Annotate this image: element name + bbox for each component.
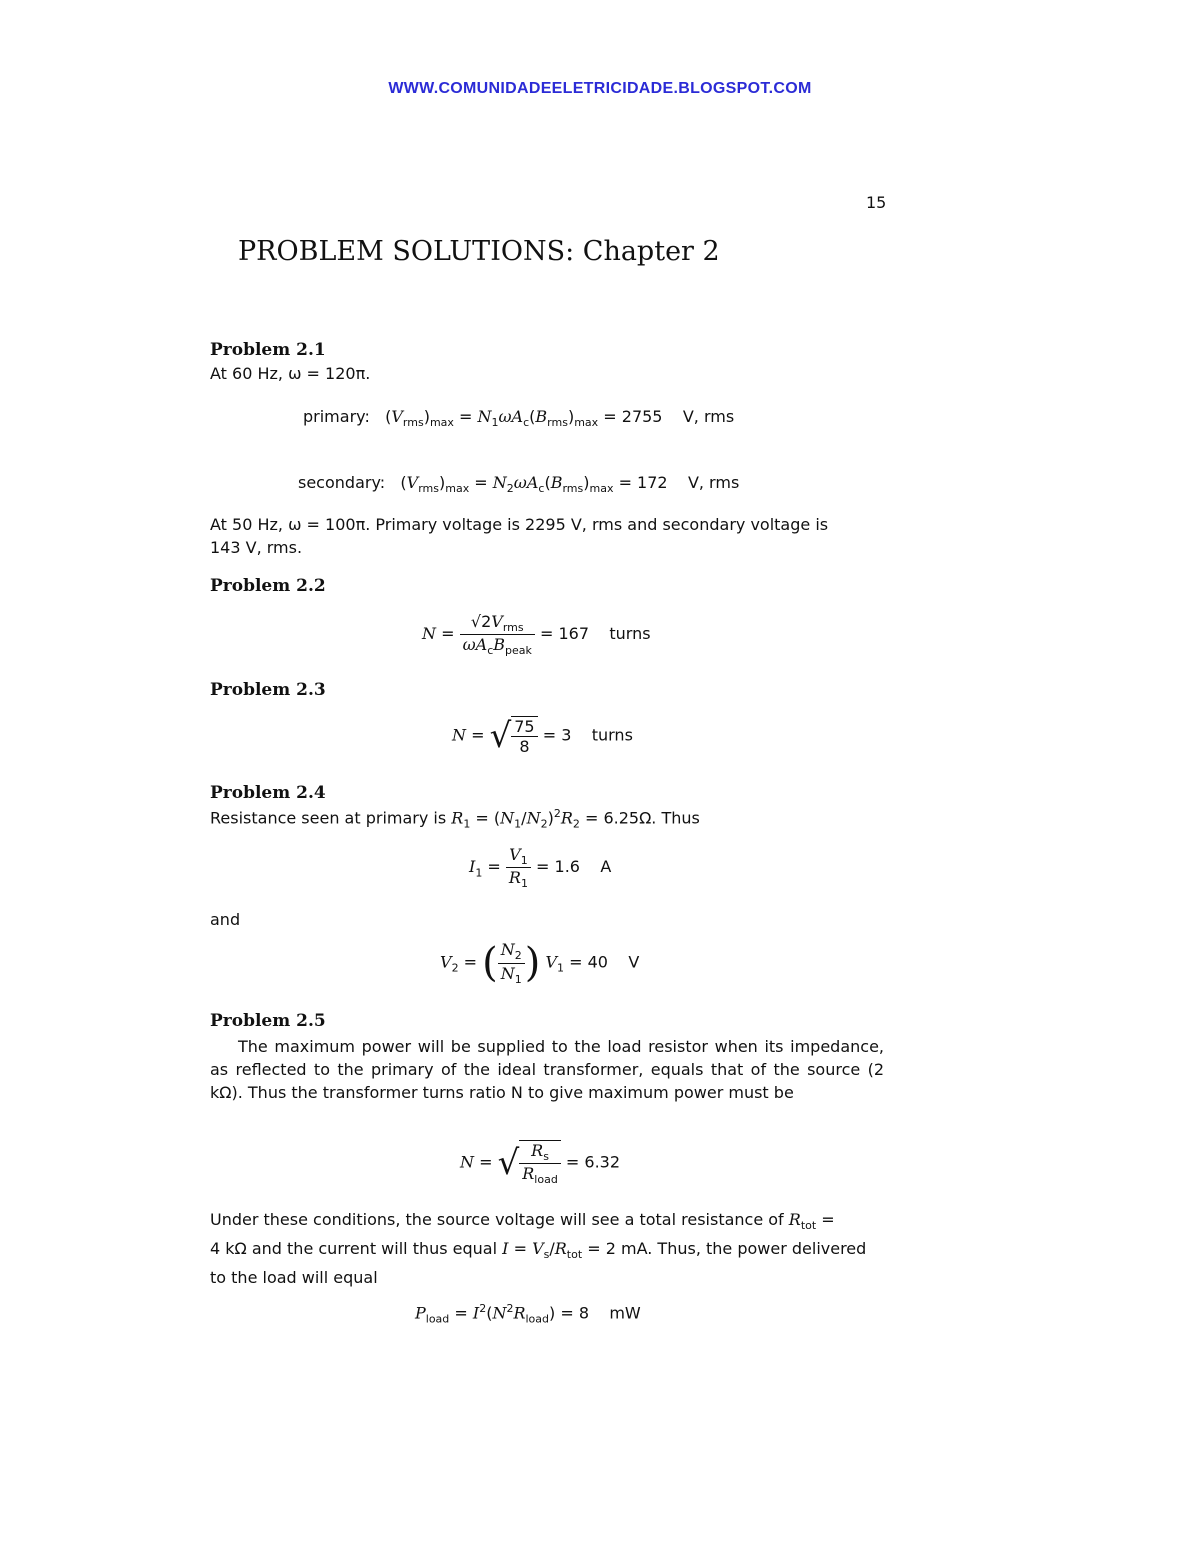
voltage-unit: V xyxy=(628,952,640,972)
problem-2-5-heading: Problem 2.5 xyxy=(210,1011,326,1031)
problem-2-3-denominator: 8 xyxy=(519,737,530,756)
website-link[interactable]: WWW.COMUNIDADEELETRICIDADE.BLOGSPOT.COM xyxy=(388,80,812,97)
turns-ratio-result: = 6.32 xyxy=(565,1152,621,1172)
turns-fraction: $\frac{√2V_{rms}}{\omega A_cB_{peak}}$ xyxy=(460,612,535,657)
page-number: 15 xyxy=(866,193,887,212)
current-unit: A xyxy=(600,857,612,877)
paragraph-2-part-c: = 2 mA. Thus, the power delivered to the load will equal xyxy=(210,1239,867,1288)
power-result: = 8 xyxy=(560,1303,589,1323)
secondary-label: secondary: xyxy=(298,473,386,492)
problem-2-5-paragraph-2: Under these conditions, the source voltage will see a total resistance of $R_{tot}$ = 4 kΩ and the current will thus equal $I = V_s/R_{tot} = 2$ mA. Thus, the power delivered to the load will equal xyxy=(210,1210,867,1288)
voltage-equation: $V_2$ = ( $\frac{N_2}{N_1}$ ) $V_1 = 40$ V xyxy=(440,940,640,986)
problem-2-4-line: Resistance seen at primary is $R_1 = (N_1/N_2)^2R_2 = 6.25\Omega$. Thus xyxy=(210,807,700,831)
power-unit: mW xyxy=(609,1303,641,1323)
primary-equation: primary: $(V_{rms})_{max} = N_1\omega A_c(B_{rms})_{max} = 2755$ V, rms xyxy=(303,407,735,430)
problem-2-4-line-value: = 6.25Ω. Thus xyxy=(584,808,700,828)
problem-2-4-heading: Problem 2.4 xyxy=(210,783,326,803)
chapter-title: PROBLEM SOLUTIONS: Chapter 2 xyxy=(238,236,720,267)
secondary-value: = 172 xyxy=(618,473,668,492)
turns-ratio-equation: N = √ $\frac{R_s}{R_{load}}$ = 6.32 xyxy=(460,1141,621,1187)
problem-2-3-numerator: 75 xyxy=(511,717,537,737)
problem-2-4-line-start: Resistance seen at primary is xyxy=(210,808,447,828)
primary-value: = 2755 xyxy=(603,407,663,426)
problem-2-2-equation: N = $\frac{√2V_{rms}}{\omega A_cB_{peak}}$ = 167 turns xyxy=(422,612,651,658)
power-equation: $P_{load} = I^2(N^2R_{load}) = 8$ mW xyxy=(415,1302,641,1326)
paragraph-2-part-b: 4 kΩ and the current will thus equal xyxy=(210,1239,498,1259)
problem-2-1-heading: Problem 2.1 xyxy=(210,340,326,360)
current-result: = 1.6 xyxy=(536,857,580,877)
problem-2-3-result: = 3 xyxy=(542,725,572,745)
problem-2-2-heading: Problem 2.2 xyxy=(210,576,326,596)
problem-2-3-unit: turns xyxy=(591,725,633,745)
secondary-equation: secondary: $(V_{rms})_{max} = N_2\omega A_c(B_{rms})_{max} = 172$ V, rms xyxy=(298,473,740,496)
problem-2-5-paragraph-1: The maximum power will be supplied to the load resistor when its impedance, as reflected to the primary of the ideal transformer, equals that of the source (2 kΩ). Thus the transformer turns ratio N to give maximum power must be xyxy=(210,1037,884,1102)
problem-2-3-equation: N = √ $\frac{75}{8}$ = 3 turns xyxy=(452,716,633,756)
problem-2-1-followup-1: At 50 Hz, ω = 100π. Primary voltage is 2295 V, rms and secondary voltage is xyxy=(210,515,829,534)
voltage-result: = 40 xyxy=(569,952,608,972)
and-text: and xyxy=(210,910,241,929)
problem-2-1-intro: At 60 Hz, ω = 120π. xyxy=(210,364,371,383)
problem-2-1-followup-2: 143 V, rms. xyxy=(210,538,303,557)
primary-label: primary: xyxy=(303,407,370,426)
square-root: √ $\frac{75}{8}$ xyxy=(490,716,538,756)
current-equation: $I_1$ = $\frac{V_1}{R_1}$ = 1.6 A xyxy=(469,845,612,891)
problem-2-2-unit: turns xyxy=(609,624,651,644)
square-root: √ $\frac{R_s}{R_{load}}$ xyxy=(498,1140,561,1186)
secondary-unit: V, rms xyxy=(687,473,740,492)
problem-2-3-heading: Problem 2.3 xyxy=(210,680,326,700)
primary-unit: V, rms xyxy=(682,407,735,426)
paragraph-2-part-a: Under these conditions, the source voltage will see a total resistance of xyxy=(210,1210,784,1229)
problem-2-2-result: = 167 xyxy=(539,624,590,644)
